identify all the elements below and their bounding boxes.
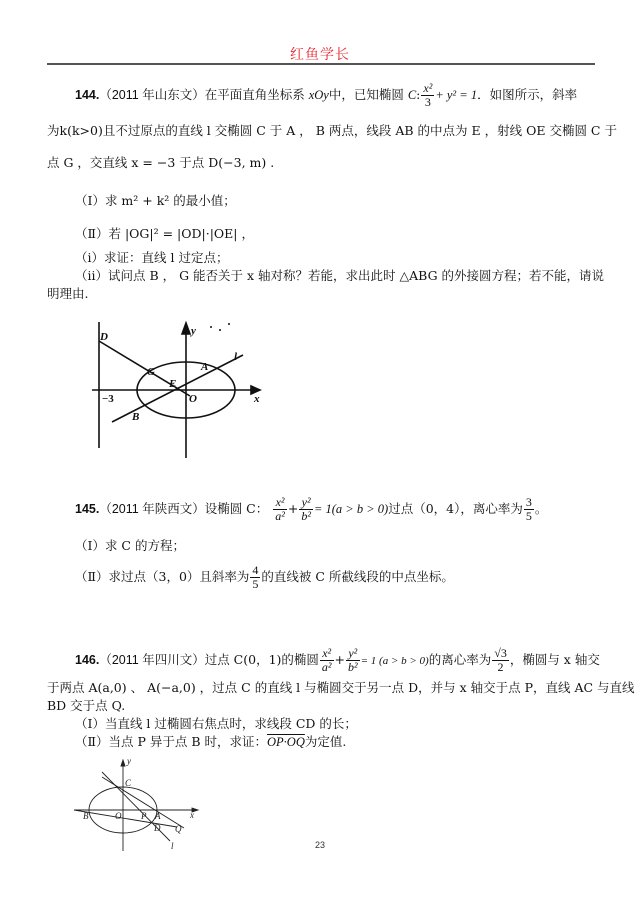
denominator: a² — [275, 509, 285, 523]
denominator: b² — [348, 660, 358, 674]
svg-text:O: O — [115, 811, 122, 821]
text: ，椭圆与 x 轴交 — [509, 652, 600, 667]
svg-text:x: x — [254, 393, 260, 405]
svg-text:l: l — [234, 351, 238, 363]
text: 。 — [534, 501, 548, 516]
svg-text:−3: −3 — [102, 393, 114, 405]
fraction — [346, 647, 360, 674]
header-divider — [47, 63, 595, 65]
math: = 1 (a > b > 0) — [360, 655, 429, 667]
text: 中，已知椭圆 — [328, 87, 404, 102]
problem-144-part2-i: （i）求证：直线 l 过定点； — [75, 250, 229, 265]
problem-144-part1: （Ⅰ）求 m² + k² 的最小值； — [75, 193, 236, 208]
problem-144-part2: （Ⅱ）若 |OG|² = |OD|·|OE| ， — [75, 226, 254, 241]
fraction — [492, 647, 509, 674]
svg-text:A: A — [201, 361, 209, 373]
problem-146-line1: 146.（2011 年四川文）过点 C(0，1)的椭圆 $\frac{\text{x²}}{\text{a²}}$ + $\frac{\text{y²}}{\text{b²}}$ = 1 (a > b > 0)的离心率为 $\frac{√3}{2}$ ，椭圆与 x 轴交 — [75, 646, 600, 674]
numerator: x² — [423, 81, 433, 95]
vector-expression: OP·OQ — [267, 735, 305, 749]
text: 在平面直角坐标系 — [204, 87, 305, 102]
svg-text:B: B — [132, 411, 140, 423]
denominator: 3 — [424, 95, 431, 109]
svg-text:Q: Q — [175, 824, 182, 834]
text: 为定值. — [304, 734, 347, 749]
problem-source: （2011 年陕西文） — [99, 502, 205, 516]
problem-146-line2: 于两点 A(a,0) 、 A(−a,0) ，过点 C 的直线 l 与椭圆交于另一点 D，并与 x 轴交于点 P，直线 AC 与直线 — [47, 680, 635, 695]
svg-text:G: G — [147, 366, 155, 378]
problem-144-figure — [88, 318, 268, 466]
problem-144-line3: 点 G ，交直线 x = −3 于点 D(−3, m) . — [47, 155, 275, 170]
svg-text:l: l — [171, 841, 174, 851]
numerator: y² — [299, 496, 313, 510]
svg-text:A: A — [155, 811, 161, 821]
numerator: √3 — [494, 646, 507, 660]
text: （Ⅱ）求过点（3，0）且斜率为 — [75, 569, 250, 584]
text: 的直线被 C 所截线段的中点坐标。 — [261, 569, 454, 584]
problem-145-part1: （Ⅰ）求 C 的方程； — [75, 538, 185, 553]
problem-144-part2-ii: （ii）试问点 B ， G 能否关于 x 轴对称？若能，求出此时 △ABG 的外接圆方程；若不能，请说 — [75, 268, 605, 283]
svg-text:E: E — [169, 378, 177, 390]
text: 过点（0，4），离心率为 — [388, 501, 523, 516]
problem-146-part1: （I）当直线 l 过椭圆右焦点时，求线段 CD 的长； — [75, 716, 357, 731]
fraction — [299, 496, 313, 523]
denominator: 5 — [252, 577, 259, 591]
problem-145-part2 — [75, 562, 454, 592]
numerator: x² — [273, 496, 287, 510]
fraction — [250, 564, 260, 591]
text: 的离心率为 — [428, 652, 492, 667]
problem-144-line1: 144.（2011 年山东文）在平面直角坐标系 xOy中，已知椭圆 C: $\frac{\text{x²}}{3}$ + y² = 1．如图所示，斜率 — [75, 81, 578, 109]
text: ．如图所示，斜率 — [477, 87, 578, 102]
text: （Ⅱ）当点 P 异于点 B 时，求证： — [75, 734, 267, 749]
problem-number: 144. — [75, 88, 100, 102]
math: + y² = 1 — [435, 88, 478, 102]
svg-text:y: y — [127, 756, 131, 766]
text: 设椭圆 C： — [204, 501, 269, 516]
problem-number: 146. — [75, 653, 100, 667]
math: C — [407, 88, 417, 102]
svg-text:C: C — [125, 778, 132, 788]
problem-146-part2 — [75, 734, 346, 750]
numerator: x² — [320, 647, 334, 661]
denominator: 5 — [525, 509, 532, 523]
fraction — [320, 647, 334, 674]
numerator: 3 — [525, 495, 532, 509]
svg-text:B: B — [83, 811, 89, 821]
problem-144-line2: 为k(k>0)且不过原点的直线 l 交椭圆 C 于 A ， B 两点，线段 AB 的中点为 E ，射线 OE 交椭圆 C 于 — [47, 123, 617, 138]
numerator: 4 — [252, 563, 259, 577]
fraction — [524, 496, 534, 523]
problem-144-part2-ii-cont: 明理由. — [47, 286, 89, 301]
fraction — [273, 496, 287, 523]
svg-text:x: x — [190, 810, 194, 820]
header-title: 红鱼学长 — [290, 47, 350, 63]
problem-source: （2011 年四川文） — [99, 653, 205, 667]
svg-text:y: y — [191, 325, 196, 337]
fraction — [421, 82, 434, 109]
denominator: 2 — [497, 660, 504, 674]
svg-text:D: D — [100, 331, 108, 343]
page-number: 23 — [314, 840, 325, 850]
denominator: b² — [301, 509, 311, 523]
problem-145-line1: 145.（2011 年陕西文）设椭圆 C： $\frac{\text{x²}}{\text{a²}}$ + $\frac{\text{y²}}{\text{b²}}$ = 1(a > b > 0)过点（0，4），离心率为 $\frac{3}{5}$ 。 — [75, 495, 548, 523]
denominator: a² — [321, 660, 332, 674]
problem-source: （2011 年山东文） — [99, 88, 205, 102]
text: 过点 C(0，1)的椭圆 — [204, 652, 319, 667]
math: xOy — [308, 88, 329, 102]
numerator: y² — [346, 647, 360, 661]
problem-146-line3: BD 交于点 Q. — [47, 698, 126, 713]
math: = 1(a > b > 0) — [313, 502, 389, 516]
svg-text:O: O — [189, 393, 197, 405]
problem-number: 145. — [75, 502, 100, 516]
svg-text:P: P — [141, 811, 147, 821]
svg-text:D: D — [154, 823, 161, 833]
